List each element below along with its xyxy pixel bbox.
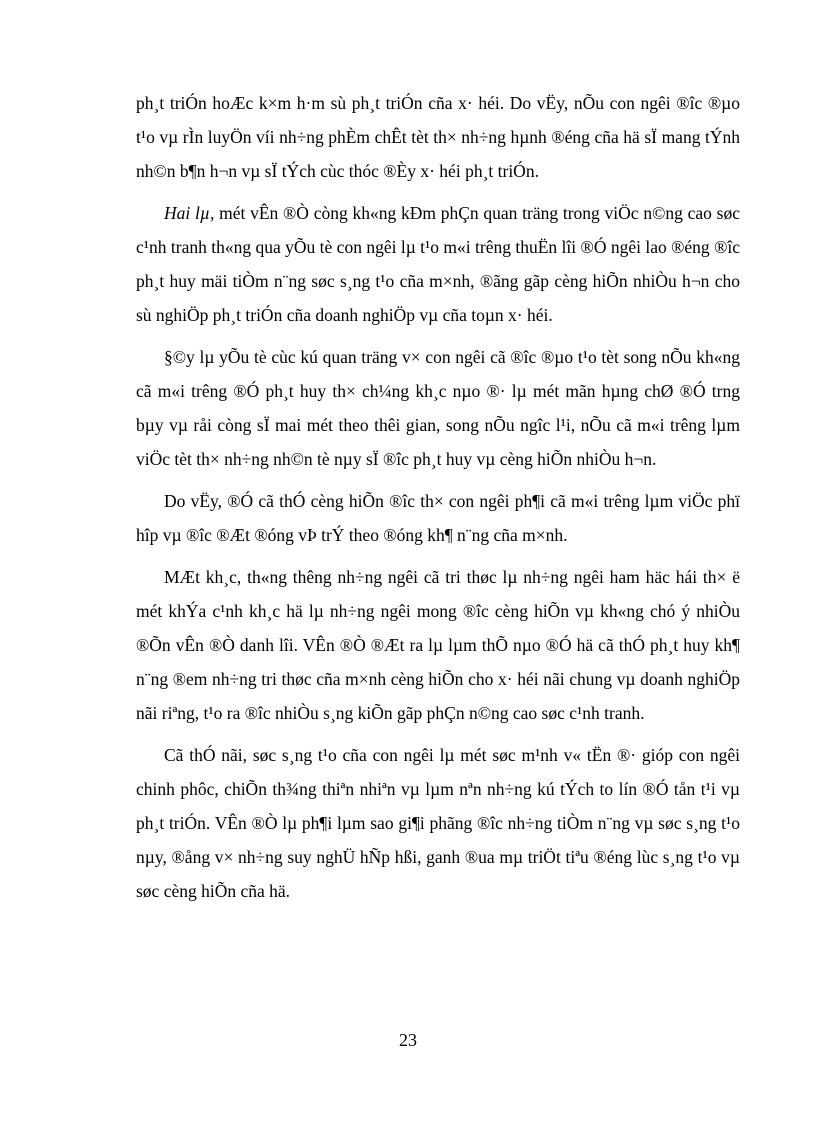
paragraph-6 xyxy=(136,738,740,908)
paragraph-1-text: ph¸t triÓn hoÆc k×m h·m sù ph¸t triÓn cña x· héi. Do vËy, nÕu con ngêi ®îc ®µo t¹o vµ rÌn luyÖn víi nh÷ng phÈm chÊt tèt th× nh÷ng hµnh ®éng cña hä sÏ mang tÝnh nh©n b¶n h¬n vµ sÏ tÝch cùc thóc ®Èy x· héi ph¸t triÓn. xyxy=(136,93,740,181)
paragraph-3 xyxy=(136,340,740,476)
paragraph-5 xyxy=(136,560,740,730)
paragraph-2-text: mét vÊn ®Ò còng kh«ng kÐm phÇn quan träng trong viÖc n©ng cao søc c¹nh tranh th«ng qua yÕu tè con ngêi lµ t¹o m«i trêng thuËn lîi ®Ó ngêi lao ®éng ®îc ph¸t huy mäi tiÒm n¨ng søc s¸ng t¹o cña m×nh, ®ãng gãp cèng hiÕn nhiÒu h¬n cho sù nghiÖp ph¸t triÓn cña doanh nghiÖp vµ cña toµn x· héi. xyxy=(136,203,740,325)
paragraph-6-text: Cã thÓ nãi, søc s¸ng t¹o cña con ngêi lµ mét søc m¹nh v« tËn ®· gióp con ngêi chinh phôc, chiÕn th¾ng thiªn nhiªn vµ lµm nªn nh÷ng kú tÝch to lín ®Ó tån t¹i vµ ph¸t triÓn. VÊn ®Ò lµ ph¶i lµm sao gi¶i phãng ®îc nh÷ng tiÒm n¨ng vµ søc s¸ng t¹o nµy, ®ång v× nh÷ng suy nghÜ hÑp hßi, ganh ®ua mµ triÖt tiªu ®éng lùc s¸ng t¹o vµ søc cèng hiÕn cña hä. xyxy=(136,745,740,901)
paragraph-1 xyxy=(136,86,740,188)
paragraph-5-text: MÆt kh¸c, th«ng thêng nh÷ng ngêi cã tri thøc lµ nh÷ng ngêi ham häc hái th× ë mét khÝa c¹nh kh¸c hä lµ nh÷ng ngêi mong ®îc cèng hiÕn vµ kh«ng chó ý nhiÒu ®Õn vÊn ®Ò danh lîi. VÊn ®Ò ®Æt ra lµ lµm thÕ nµo ®Ó hä cã thÓ ph¸t huy kh¶ n¨ng ®em nh÷ng tri thøc cña m×nh cèng hiÕn cho x· héi nãi chung vµ doanh nghiÖp nãi riªng, t¹o ra ®îc nhiÒu s¸ng kiÕn gãp phÇn n©ng cao søc c¹nh tranh. xyxy=(136,567,740,723)
paragraph-2-lead: Hai lµ, xyxy=(164,203,215,223)
page-number: 23 xyxy=(399,1030,417,1050)
paragraph-4-text: Do vËy, ®Ó cã thÓ cèng hiÕn ®îc th× con ngêi ph¶i cã m«i trêng lµm viÖc phï hîp vµ ®îc ®Æt ®óng vÞ trÝ theo ®óng kh¶ n¨ng cña m×nh. xyxy=(136,491,740,545)
paragraph-4 xyxy=(136,484,740,552)
paragraph-2 xyxy=(136,196,740,332)
document-body xyxy=(136,86,740,916)
paragraph-3-text: §©y lµ yÕu tè cùc kú quan träng v× con ngêi cã ®îc ®µo t¹o tèt song nÕu kh«ng cã m«i trêng ®Ó ph¸t huy th× ch¼ng kh¸c nµo ®· lµ mét mãn hµng chØ ®Ó trng bµy vµ råi còng sÏ mai mét theo thêi gian, song nÕu ngîc l¹i, nÕu cã m«i trêng lµm viÖc tèt th× nh÷ng nh©n tè nµy sÏ ®îc ph¸t huy vµ cèng hiÕn nhiÒu h¬n. xyxy=(136,347,740,469)
